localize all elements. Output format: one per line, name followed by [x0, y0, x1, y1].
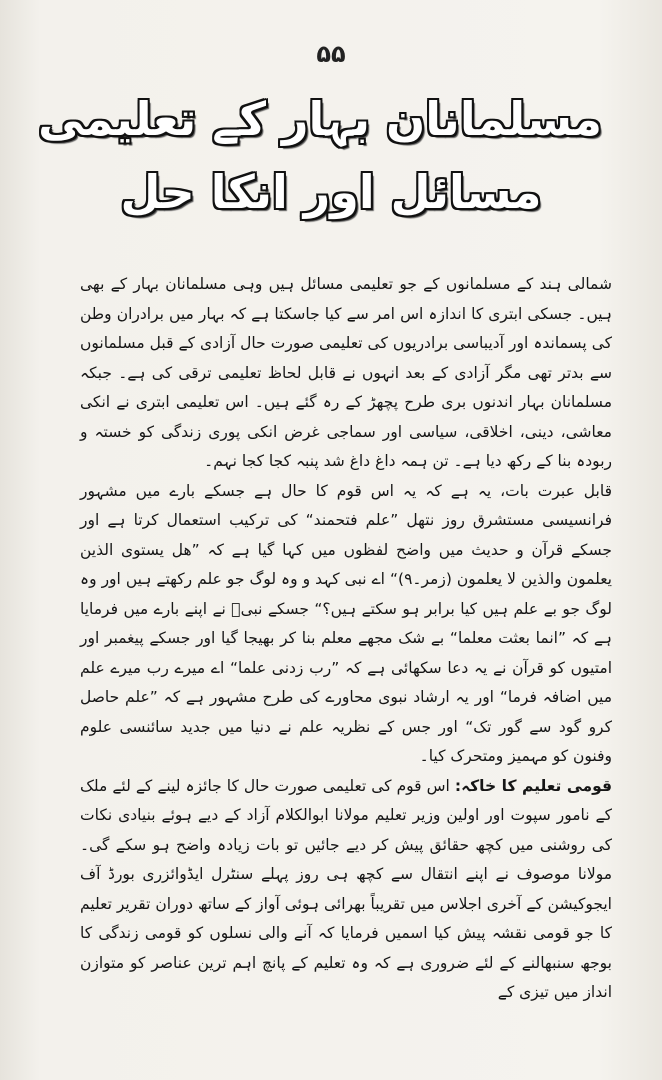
paragraph-1 [80, 270, 612, 477]
chapter-title-line-1: مسلمانان بہار کے تعلیمی [38, 92, 602, 146]
paragraph-3-text: اس قوم کی تعلیمی صورت حال کا جائزہ لینے کے لئے ملک کے نامور سپوت اور اولین وزیر تعلیم مولانا ابوالکلام آزاد کے دیے ہوئے بنیادی نکات کی روشنی میں کچھ حقائق پیش کر دیے جائیں تو بات زیادہ واضح ہو سکے گی۔ مولانا موصوف نے اپنے انتقال سے کچھ ہی روز پہلے سنٹرل ایڈوائزری بورڈ آف ایجوکیشن کے آخری اجلاس میں تقریباً بھرائی ہوئی آواز کے ساتھ دوران تقریر تعلیم کا جو قومی نقشہ پیش کیا اسمیں فرمایا کہ آنے والی نسلوں کو قومی زندگی کا بوجھ سنبھالنے کے لئے ضروری ہے کہ وہ تعلیم کے پانچ اہم ترین عناصر کو متوازن انداز میں تیزی کے [80, 776, 612, 1001]
page-number: ۵۵ [316, 40, 346, 68]
paragraph-3-lead: قومی تعلیم کا خاکہ: [454, 776, 612, 795]
article-body [80, 270, 612, 1008]
paragraph-2 [80, 477, 612, 772]
paragraph-1-text: شمالی ہند کے مسلمانوں کے جو تعلیمی مسائل ہیں وہی مسلمانان بہار کے بھی ہیں۔ جسکی ابتری کا اندازہ اس امر سے کیا جاسکتا ہے کہ بہار میں برادران وطن کی پسماندہ اور آدیباسی برادریوں کی تعلیمی صورت حال آزادی کے قبل مسلمانوں سے بدتر تھی مگر آزادی کے بعد انہوں نے قابل لحاظ تعلیمی ترقی کی ہے۔ جبکہ مسلمانان بہار اندنوں بری طرح پچھڑ کے رہ گئے ہیں۔ اس تعلیمی ابتری نے انکی معاشی، دینی، اخلاقی، سیاسی اور سماجی غرض انکی پوری زندگی کو خستہ و ربودہ بنا کے رکھ دیا ہے۔ تن ہمہ داغ داغ شد پنبہ کجا کجا نہم۔ [80, 275, 612, 470]
chapter-title-line-2: مسائل اور انکا حل [120, 165, 542, 219]
paragraph-2-text: قابل عبرت بات، یہ ہے کہ یہ اس قوم کا حال ہے جسکے بارے میں مشہور فرانسیسی مستشرق روز نتھل ”علم فتحمند“ کی ترکیب استعمال کرتا ہے اور جسکے قرآن و حدیث میں واضح لفظوں میں کہا گیا ہے کہ ”هل يستوى الذين يعلمون والذين لا يعلمون (زمر۔۹)“ اے نبی کہد و وہ لوگ جو علم رکھتے ہیں اور وہ لوگ جو بے علم ہیں کیا برابر ہو سکتے ہیں؟“ جسکے نبیؐ نے اپنے بارے میں فرمایا ہے کہ ”انما بعثت معلما“ بے شک مجھے معلم بنا کر بھیجا گیا اور جسکے پیغمبر اور امتیوں کو قرآن نے یہ دعا سکھائی ہے کہ ”رب زدنی علما“ اے میرے رب میرے علم میں اضافہ فرما“ اور یہ ارشاد نبوی محاورے کی طرح مشہور ہے کہ ”علم حاصل کرو گود سے گور تک“ اور جس کے نظریہ علم نے دنیا میں جدید سائنسی علوم وفنون کو مہمیز ومتحرک کیا۔ [80, 481, 612, 765]
paragraph-3 [80, 772, 612, 1008]
